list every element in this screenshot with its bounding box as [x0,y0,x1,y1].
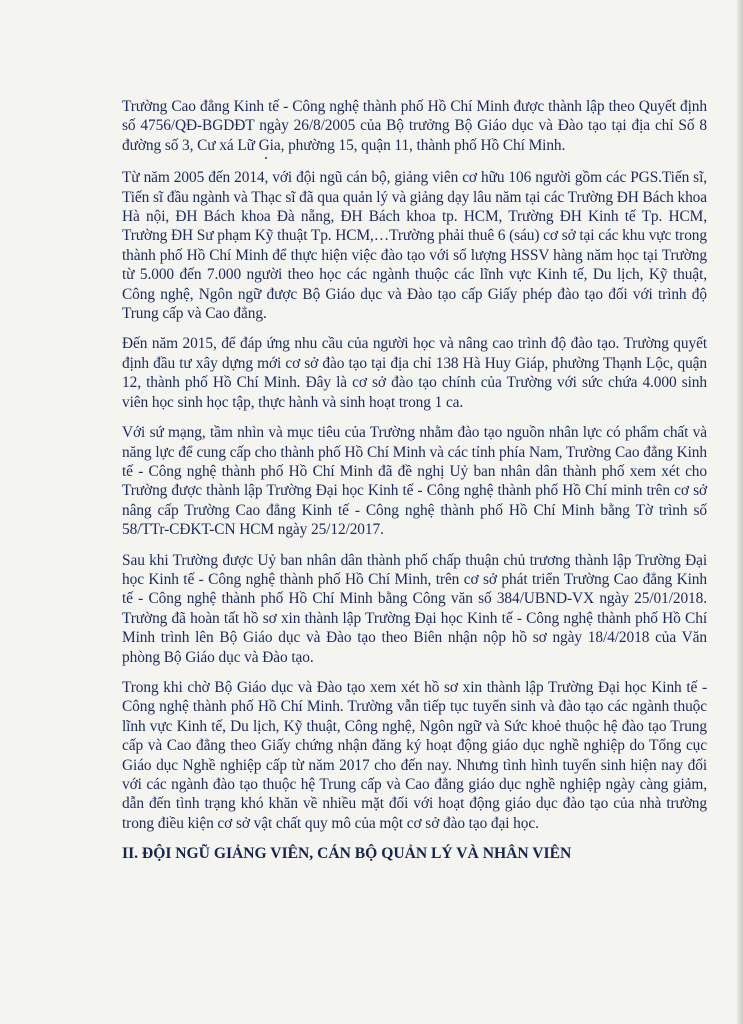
paragraph-approval: Sau khi Trường được Uỷ ban nhân dân thành phố chấp thuận chủ trương thành lập Trường Đại học Kinh tế - Công nghệ thành phố Hồ Chí Minh, trên cơ sở phát triển Trường Cao đẳng Kinh tế - Công nghệ thành phố Hồ Chí Minh bằng Công văn số 384/UBND-VX ngày 25/01/2018. Trường đã hoàn tất hồ sơ xin thành lập Trường Đại học Kinh tế - Công nghệ thành phố Hồ Chí Minh trình lên Bộ Giáo dục và Đào tạo theo Biên nhận nộp hồ sơ ngày 18/4/2018 của Văn phòng Bộ Giáo dục và Đào tạo. [122,551,707,666]
document-body [122,97,707,864]
paragraph-mission-proposal: Với sứ mạng, tầm nhìn và mục tiêu của Trường nhằm đào tạo nguồn nhân lực có phẩm chất và năng lực để cung cấp cho thành phố Hồ Chí Minh và các tỉnh phía Nam, Trường Cao đẳng Kinh tế - Công nghệ thành phố Hồ Chí Minh đã đề nghị Uỷ ban nhân dân thành phố xem xét cho Trường được thành lập Trường Đại học Kinh tế - Công nghệ thành phố Hồ Chí minh trên cơ sở nâng cấp Trường Cao đẳng Kinh tế - Công nghệ thành phố Hồ Chí Minh bằng Tờ trình số 58/TTr-CĐKT-CN HCM ngày 25/12/2017. [122,424,707,539]
scan-edge [737,0,743,1024]
paragraph-history-2005-2014: Từ năm 2005 đến 2014, với đội ngũ cán bộ, giảng viên cơ hữu 106 người gồm các PGS.Tiến sĩ, Tiến sĩ đầu ngành và Thạc sĩ đã qua quản lý và giảng dạy lâu năm tại các Trường ĐH Bách khoa Hà nội, ĐH Bách khoa Đà nẵng, ĐH Bách khoa tp. HCM, Trường ĐH Kinh tế Tp. HCM, Trường ĐH Sư phạm Kỹ thuật Tp. HCM,…Trường phải thuê 6 (sáu) cơ sở tại các khu vực trong thành phố Hồ Chí Minh để thực hiện việc đào tạo với số lượng HSSV hàng năm học tại Trường từ 5.000 đến 7.000 người theo học các ngành thuộc các lĩnh vực Kinh tế, Du lịch, Kỹ thuật, Công nghệ, Ngôn ngữ được Bộ Giáo dục và Đào tạo cấp Giấy phép đào tạo đối với trình độ Trung cấp và Cao đẳng. [122,169,707,323]
section-heading: II. ĐỘI NGŨ GIẢNG VIÊN, CÁN BỘ QUẢN LÝ VÀ NHÂN VIÊN [122,845,572,863]
paragraph-current-status: Trong khi chờ Bộ Giáo dục và Đào tạo xem xét hồ sơ xin thành lập Trường Đại học Kinh tế -Công nghệ thành phố Hồ Chí Minh. Trường vẫn tiếp tục tuyển sinh và đào tạo các ngành thuộc lĩnh vực Kinh tế, Du lịch, Kỹ thuật, Công nghệ, Ngôn ngữ và Sức khoẻ thuộc hệ đào tạo Trung cấp và Cao đẳng theo Giấy chứng nhận đăng ký hoạt động giáo dục nghề nghiệp do Tổng cục Giáo dục Nghề nghiệp cấp từ năm 2017 cho đến nay. Nhưng tình hình tuyển sinh hiện nay đối với các ngành đào tạo thuộc hệ Trung cấp và Cao đẳng giáo dục nghề nghiệp ngày càng giảm, dẫn đến tình trạng khó khăn về nhiều mặt đối với hoạt động giáo dục đào tạo của nhà trường trong điều kiện cơ sở vật chất quy mô của một cơ sở đào tạo đại học. [122,678,707,832]
paragraph-founding: Trường Cao đẳng Kinh tế - Công nghệ thành phố Hồ Chí Minh được thành lập theo Quyết định số 4756/QĐ-BGDĐT ngày 26/8/2005 của Bộ trưởng Bộ Giáo dục và Đào tạo tại địa chỉ Số 8 đường số 3, Cư xá Lữ Gia, phường 15, quận 11, thành phố Hồ Chí Minh. [122,98,707,154]
scan-speck [265,157,267,159]
paragraph-new-campus-2015: Đến năm 2015, để đáp ứng nhu cầu của người học và nâng cao trình độ đào tạo. Trường quyết định đầu tư xây dựng mới cơ sở đào tạo tại địa chỉ 138 Hà Huy Giáp, phường Thạnh Lộc, quận 12, thành phố Hồ Chí Minh. Đây là cơ sở đào tạo chính của Trường với sức chứa 4.000 sinh viên học sinh học tập, thực hành và sinh hoạt trong 1 ca. [122,335,707,411]
